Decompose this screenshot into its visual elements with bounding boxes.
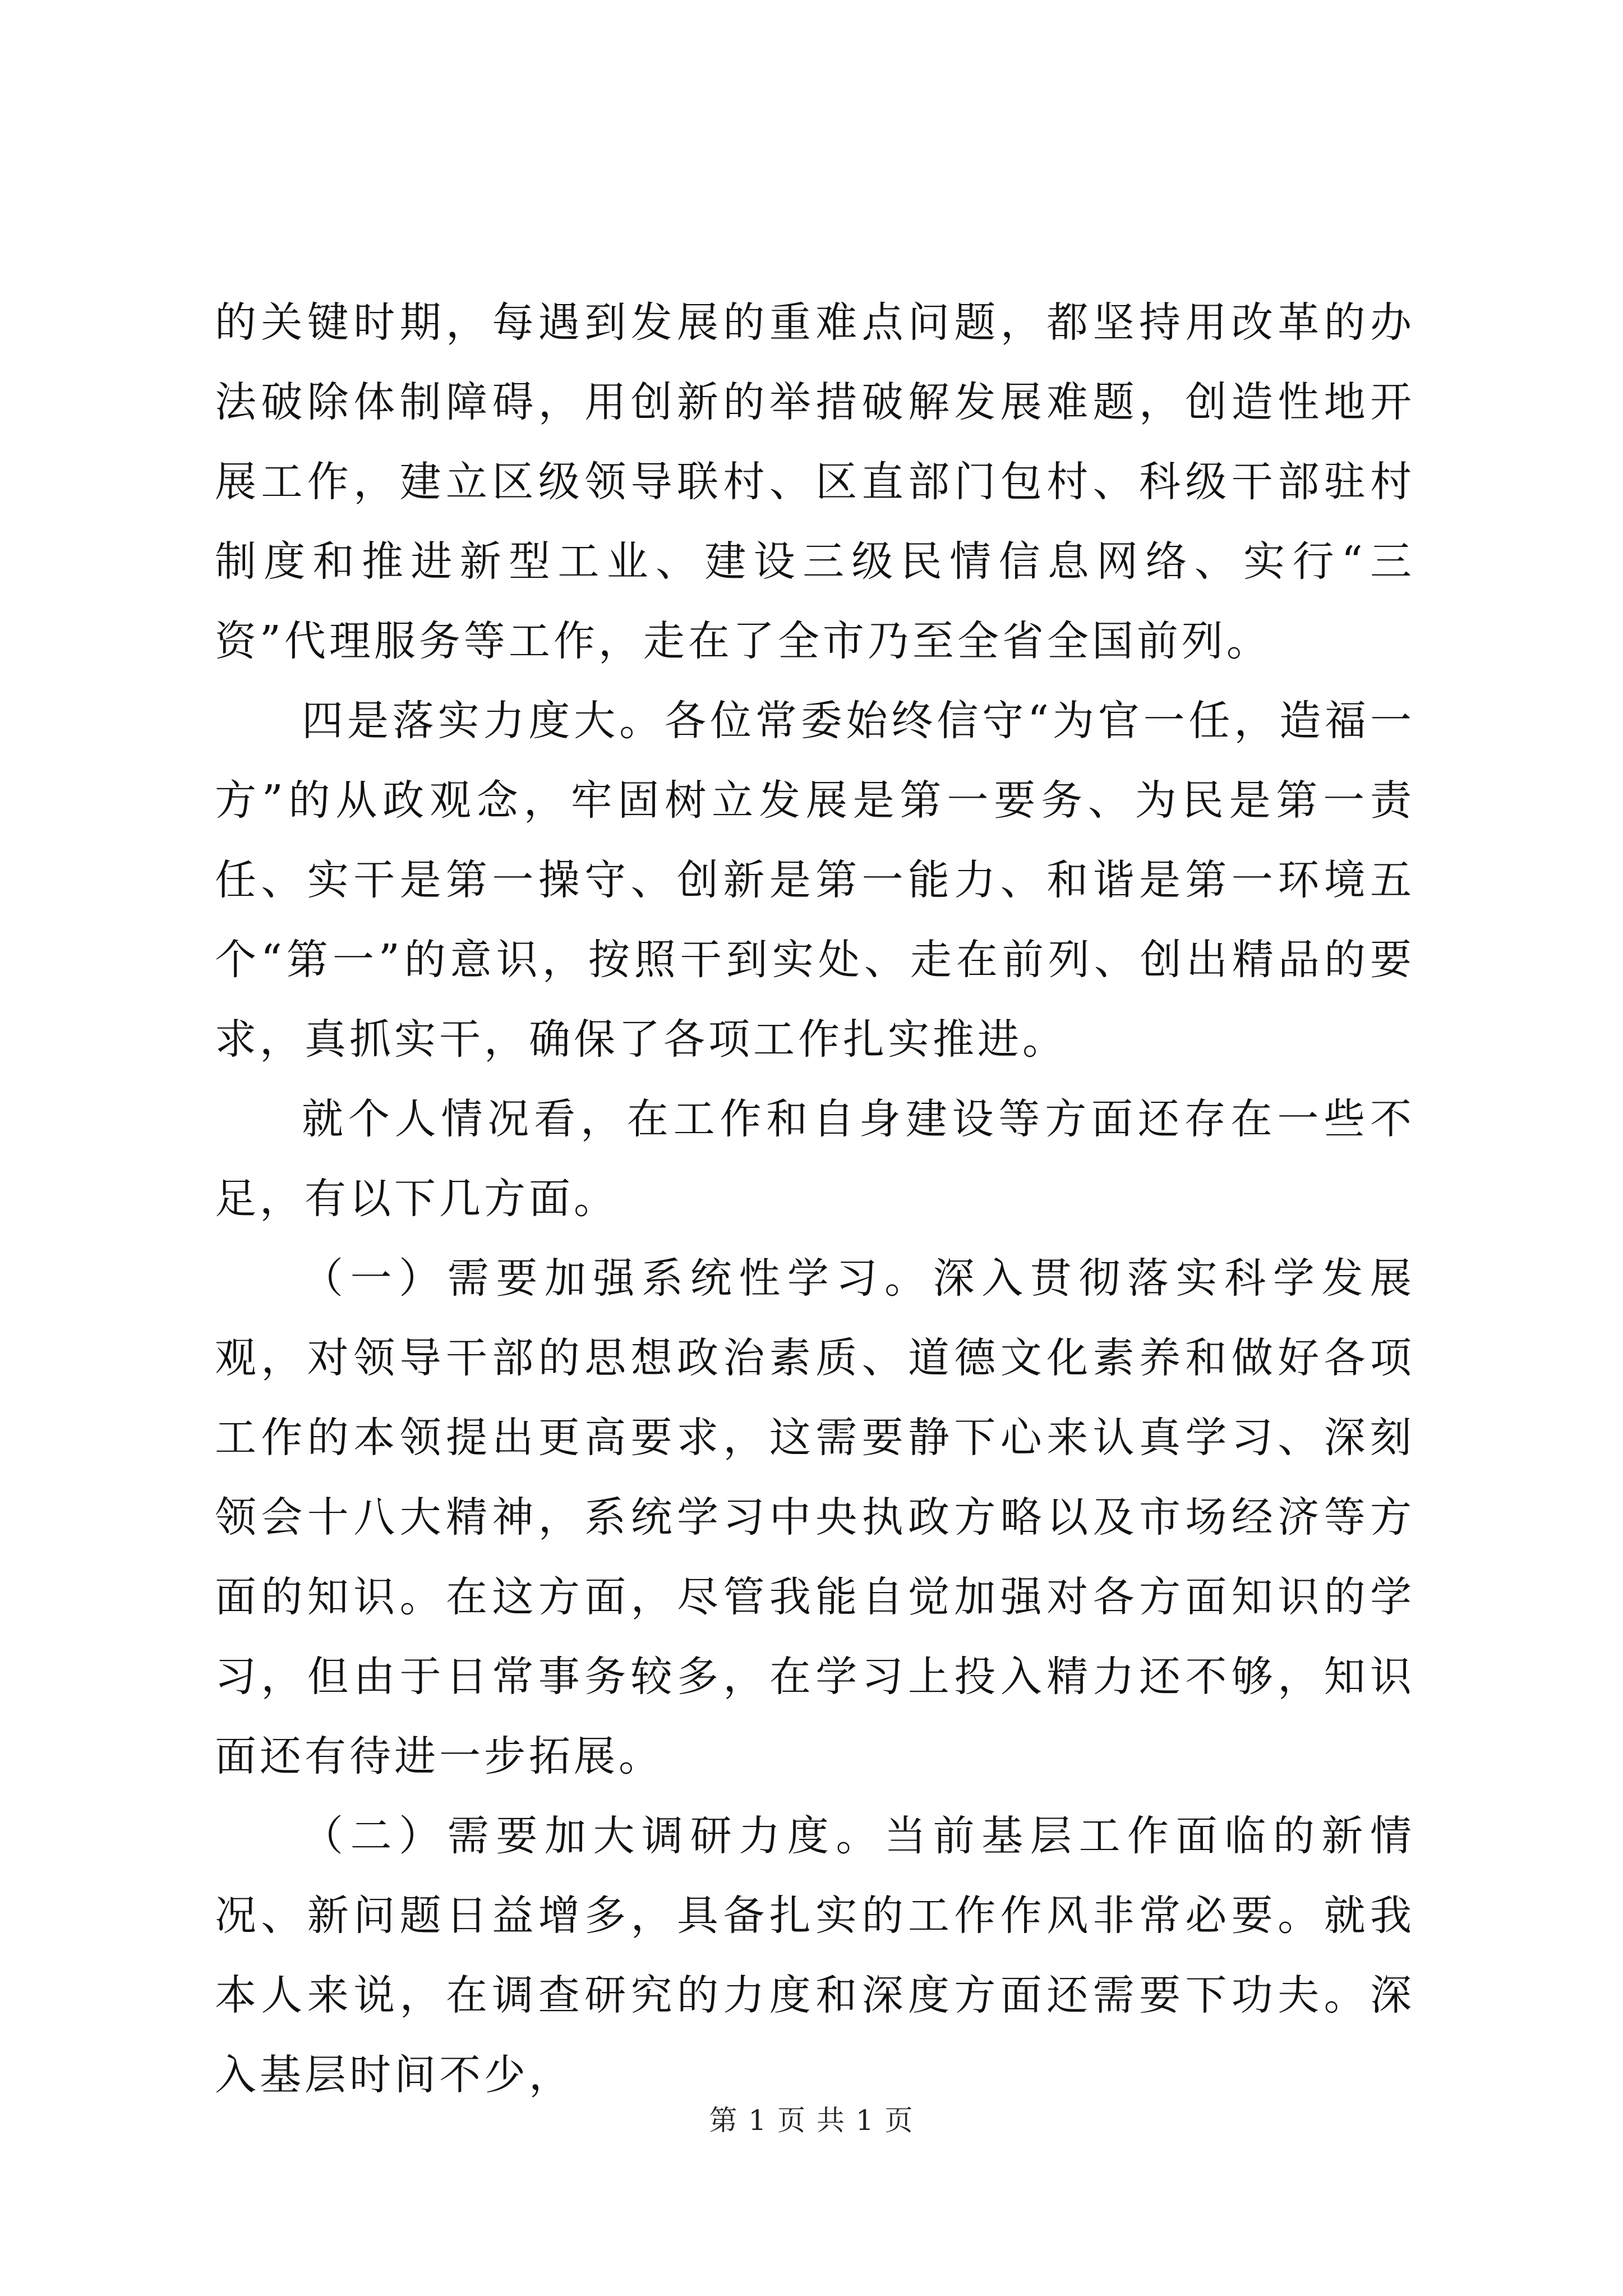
paragraph-item-one: （一）需要加强系统性学习。深入贯彻落实科学发展观，对领导干部的思想政治素质、道德文化素养和做好各项工作的本领提出更高要求，这需要静下心来认真学习、深刻领会十八大精神，系统学习中央执政方略以及市场经济等方面的知识。在这方面，尽管我能自觉加强对各方面知识的学习，但由于日常事务较多，在学习上投入精力还不够，知识面还有待进一步拓展。 [215,1254,1415,1780]
paragraph-continuation: 的关键时期，每遇到发展的重难点问题，都坚持用改革的办法破除体制障碍，用创新的举措破解发展难题，创造性地开展工作，建立区级领导联村、区直部门包村、科级干部驻村制度和推进新型工业、建设三级民情信息网络、实行“三资”代理服务等工作，走在了全市乃至全省全国前列。 [215,298,1415,665]
paragraph-personal-summary: 就个人情况看，在工作和自身建设等方面还存在一些不足，有以下几方面。 [215,1095,1415,1223]
document-body [215,283,1415,2115]
paragraph-point-four: 四是落实力度大。各位常委始终信守“为官一任，造福一方”的从政观念，牢固树立发展是第一要务、为民是第一责任、实干是第一操守、创新是第一能力、和谐是第一环境五个“第一”的意识，按照干到实处、走在前列、创出精品的要求，真抓实干，确保了各项工作扎实推进。 [215,697,1415,1064]
paragraph-item-two: （二）需要加大调研力度。当前基层工作面临的新情况、新问题日益增多，具备扎实的工作作风非常必要。就我本人来说，在调查研究的力度和深度方面还需要下功夫。深入基层时间不少， [215,1812,1415,2099]
page-footer: 第 1 页 共 1 页 [709,2104,914,2137]
